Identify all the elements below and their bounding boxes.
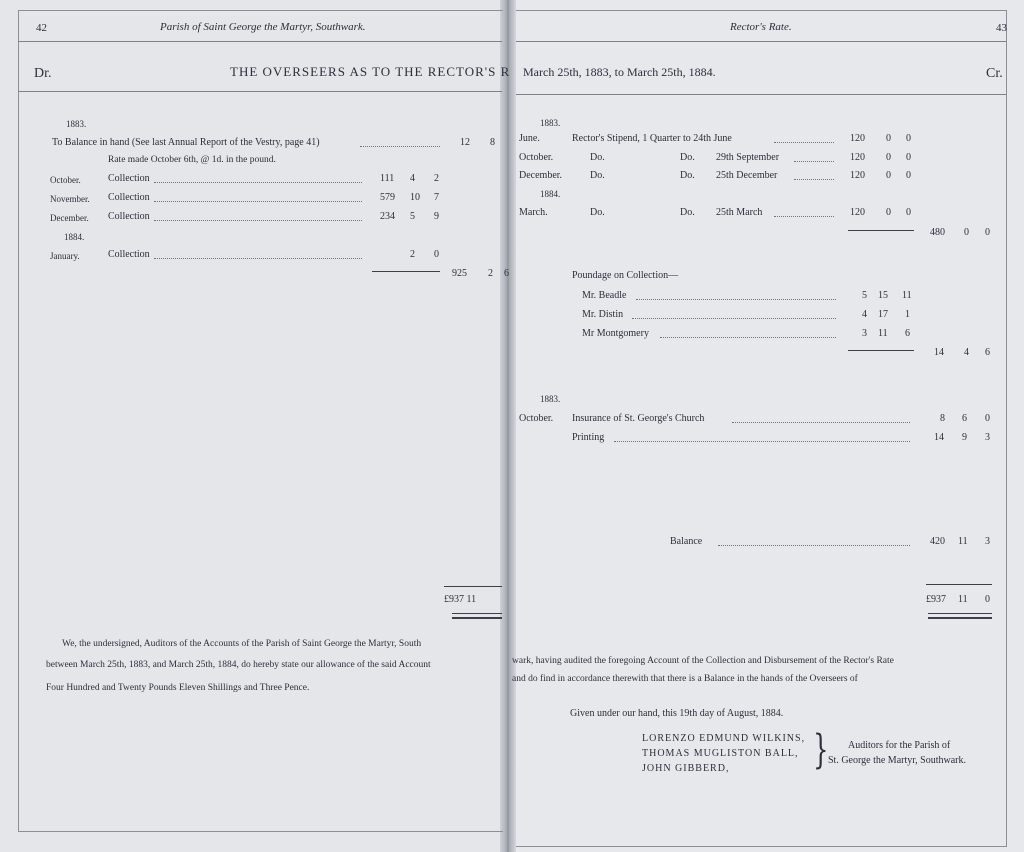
row-description: Rector's Stipend, 1 Quarter to 24th June bbox=[572, 133, 732, 144]
balance-shillings: 11 bbox=[958, 536, 968, 547]
row-shillings: 4 bbox=[410, 173, 415, 184]
row-pounds: 120 bbox=[850, 152, 865, 163]
credit-year-1883: 1883. bbox=[540, 118, 561, 128]
row-shillings: 0 bbox=[886, 152, 891, 163]
row-month: November. bbox=[50, 194, 90, 204]
credit-total-double-rule bbox=[928, 613, 992, 619]
subtotal-pence: 6 bbox=[504, 268, 509, 279]
row-month: October. bbox=[519, 152, 554, 163]
row-date: 29th September bbox=[716, 152, 780, 163]
credit-year-1883b: 1883. bbox=[540, 394, 561, 404]
header-rule-right bbox=[516, 41, 1006, 42]
credit-total-shillings: 11 bbox=[958, 594, 968, 605]
row-item: Collection bbox=[108, 249, 150, 260]
row-pence: 0 bbox=[985, 413, 990, 424]
row-pounds: 234 bbox=[380, 211, 395, 222]
leader-dots bbox=[794, 161, 834, 162]
row-shillings: 5 bbox=[410, 211, 415, 222]
row-pence: 1 bbox=[905, 309, 910, 320]
row-pence: 2 bbox=[434, 173, 439, 184]
leader-dots bbox=[732, 422, 910, 423]
row-ditto: Do. bbox=[680, 170, 695, 181]
collector-name: Mr Montgomery bbox=[582, 328, 649, 339]
row-pence: 0 bbox=[906, 133, 911, 144]
auditor-role-line-1: Auditors for the Parish of bbox=[848, 740, 951, 751]
row-pounds: 5 bbox=[862, 290, 867, 301]
row-pence: 0 bbox=[434, 249, 439, 260]
balance-pounds: 12 bbox=[460, 137, 470, 148]
debit-total: £937 11 bbox=[444, 594, 477, 605]
poundage-heading: Poundage on Collection— bbox=[572, 270, 679, 281]
header-rule-left bbox=[18, 41, 502, 42]
row-shillings: 0 bbox=[886, 207, 891, 218]
row-shillings: 0 bbox=[886, 133, 891, 144]
poundage-total-pence: 6 bbox=[985, 347, 990, 358]
total-double-rule bbox=[452, 613, 502, 619]
leader-dots bbox=[154, 220, 362, 221]
brace-symbol: } bbox=[813, 727, 829, 773]
balance-pounds: 420 bbox=[930, 536, 945, 547]
row-pounds: 8 bbox=[940, 413, 945, 424]
row-month: January. bbox=[50, 251, 80, 261]
auditor-name: JOHN GIBBERD, bbox=[642, 763, 730, 774]
row-month: December. bbox=[50, 213, 89, 223]
leader-dots bbox=[774, 142, 834, 143]
poundage-total-shillings: 4 bbox=[964, 347, 969, 358]
row-pence: 11 bbox=[902, 290, 912, 301]
row-month: October. bbox=[50, 175, 81, 185]
row-item: Collection bbox=[108, 173, 150, 184]
row-month: June. bbox=[519, 133, 540, 144]
left-page-number: 42 bbox=[36, 22, 47, 34]
stipend-total-pence: 0 bbox=[985, 227, 990, 238]
row-shillings: 11 bbox=[878, 328, 888, 339]
right-running-title: Rector's Rate. bbox=[730, 21, 792, 33]
rate-note: Rate made October 6th, @ 1d. in the pound. bbox=[108, 155, 276, 165]
debit-year-1883: 1883. bbox=[66, 119, 87, 129]
row-shillings: 6 bbox=[962, 413, 967, 424]
subtotal-pounds: 925 bbox=[452, 268, 467, 279]
row-description: Do. bbox=[590, 152, 605, 163]
leader-dots bbox=[632, 318, 836, 319]
row-item: Collection bbox=[108, 211, 150, 222]
balance-label: Balance bbox=[670, 536, 703, 547]
row-month: October. bbox=[519, 413, 554, 424]
row-pounds: 120 bbox=[850, 133, 865, 144]
leader-dots bbox=[794, 179, 834, 180]
leader-dots bbox=[614, 441, 910, 442]
statement-line-1-left: We, the undersigned, Auditors of the Accounts of the Parish of Saint George the Martyr, South bbox=[62, 639, 422, 649]
row-pence: 6 bbox=[905, 328, 910, 339]
row-pounds: 120 bbox=[850, 207, 865, 218]
balance-in-hand: To Balance in hand (See last Annual Report of the Vestry, page 41) bbox=[52, 137, 320, 148]
title-rule-left bbox=[18, 91, 502, 92]
row-date: 25th December bbox=[716, 170, 778, 181]
auditor-role-line-2: St. George the Martyr, Southwark. bbox=[828, 755, 967, 766]
total-rule-top bbox=[444, 586, 502, 587]
collector-name: Mr. Beadle bbox=[582, 290, 627, 301]
subtotal-rule bbox=[372, 271, 440, 272]
row-description: Printing bbox=[572, 432, 605, 443]
row-pence: 0 bbox=[906, 207, 911, 218]
auditor-name: LORENZO EDMUND WILKINS, bbox=[642, 733, 806, 744]
row-pounds: 4 bbox=[862, 309, 867, 320]
credit-total-pounds: £937 bbox=[926, 594, 946, 605]
row-shillings: 17 bbox=[878, 309, 888, 320]
leader-dots bbox=[774, 216, 834, 217]
leader-dots bbox=[660, 337, 836, 338]
leader-dots bbox=[360, 146, 440, 147]
collector-name: Mr. Distin bbox=[582, 309, 624, 320]
row-pounds: 120 bbox=[850, 170, 865, 181]
row-pence: 0 bbox=[906, 170, 911, 181]
given-under-hand: Given under our hand, this 19th day of August, 1884. bbox=[570, 708, 784, 719]
row-pence: 0 bbox=[906, 152, 911, 163]
balance-pence: 3 bbox=[985, 536, 990, 547]
account-title-right: March 25th, 1883, to March 25th, 1884. bbox=[523, 65, 716, 79]
row-shillings: 2 bbox=[410, 249, 415, 260]
auditor-name: THOMAS MUGLISTON BALL, bbox=[642, 748, 799, 759]
left-running-title: Parish of Saint George the Martyr, Southwark. bbox=[160, 21, 366, 33]
credit-total-rule-top bbox=[926, 584, 992, 585]
stipend-total-pounds: 480 bbox=[930, 227, 945, 238]
row-pounds: 14 bbox=[934, 432, 944, 443]
leader-dots bbox=[718, 545, 910, 546]
credit-year-1884: 1884. bbox=[540, 189, 561, 199]
row-ditto: Do. bbox=[680, 152, 695, 163]
leader-dots bbox=[154, 182, 362, 183]
balance-shillings: 8 bbox=[490, 137, 495, 148]
leader-dots bbox=[154, 201, 362, 202]
row-shillings: 9 bbox=[962, 432, 967, 443]
statement-line-1-right: wark, having audited the foregoing Account of the Collection and Disbursement of the Rector's Rate bbox=[512, 656, 894, 666]
right-page-number: 43 bbox=[996, 22, 1007, 34]
row-shillings: 10 bbox=[410, 192, 420, 203]
row-shillings: 15 bbox=[878, 290, 888, 301]
left-page-frame bbox=[18, 10, 503, 832]
title-rule-right bbox=[516, 94, 1006, 95]
row-pounds: 579 bbox=[380, 192, 395, 203]
statement-line-2-right: and do find in accordance therewith that there is a Balance in the hands of the Overseers of bbox=[512, 674, 858, 684]
row-pence: 3 bbox=[985, 432, 990, 443]
row-pounds: 111 bbox=[380, 173, 395, 184]
credit-total-pence: 0 bbox=[985, 594, 990, 605]
row-month: March. bbox=[519, 207, 548, 218]
row-date: 25th March bbox=[716, 207, 763, 218]
poundage-total-pounds: 14 bbox=[934, 347, 944, 358]
dr-label: Dr. bbox=[34, 66, 52, 81]
statement-line-3: Four Hundred and Twenty Pounds Eleven Shillings and Three Pence. bbox=[46, 683, 310, 693]
leader-dots bbox=[636, 299, 836, 300]
poundage-total-rule bbox=[848, 350, 914, 351]
leader-dots bbox=[154, 258, 362, 259]
statement-line-2-left: between March 25th, 1883, and March 25th, 1884, do hereby state our allowance of the said Account bbox=[46, 660, 431, 670]
row-month: December. bbox=[519, 170, 563, 181]
row-description: Do. bbox=[590, 170, 605, 181]
row-description: Do. bbox=[590, 207, 605, 218]
row-description: Insurance of St. George's Church bbox=[572, 413, 705, 424]
stipend-total-rule bbox=[848, 230, 914, 231]
account-title-left: THE OVERSEERS AS TO THE RECTOR'S R bbox=[230, 64, 511, 79]
row-pence: 7 bbox=[434, 192, 439, 203]
stipend-total-shillings: 0 bbox=[964, 227, 969, 238]
cr-label: Cr. bbox=[986, 66, 1003, 81]
row-item: Collection bbox=[108, 192, 150, 203]
row-shillings: 0 bbox=[886, 170, 891, 181]
debit-year-1884: 1884. bbox=[64, 232, 85, 242]
row-ditto: Do. bbox=[680, 207, 695, 218]
row-pence: 9 bbox=[434, 211, 439, 222]
row-pounds: 3 bbox=[862, 328, 867, 339]
subtotal-shillings: 2 bbox=[488, 268, 493, 279]
